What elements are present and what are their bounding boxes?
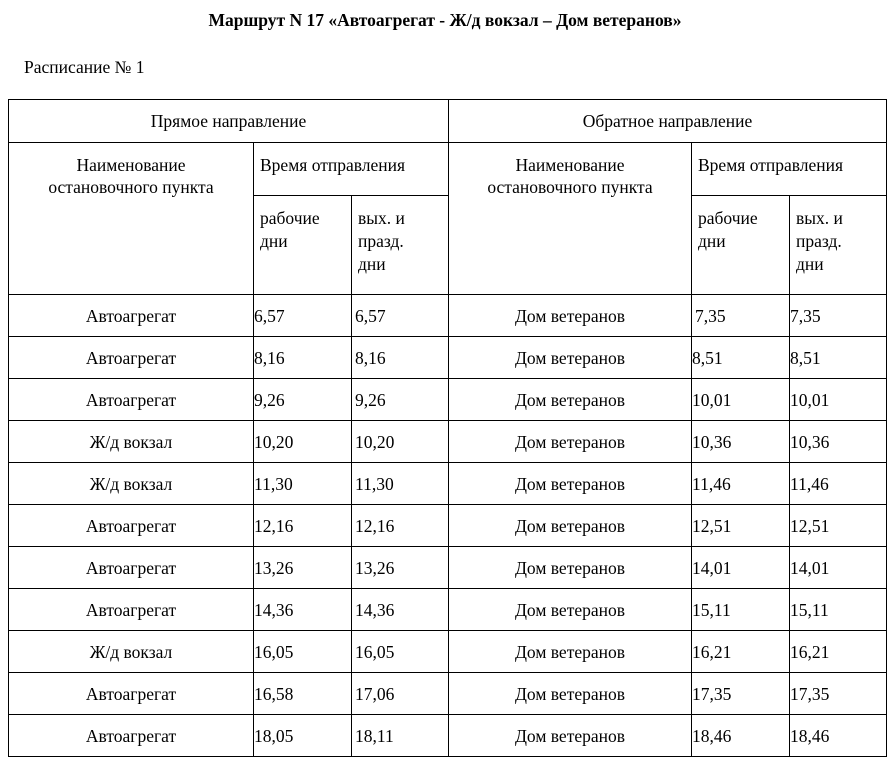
backward-workday-time: 16,21 [692,631,790,673]
stop-name-header-line1: Наименование [76,155,186,175]
forward-workday-time: 16,58 [254,673,352,715]
backward-workday-time: 7,35 [692,295,790,337]
forward-stop-cell: Ж/д вокзал [9,421,254,463]
forward-holiday-time: 9,26 [352,379,449,421]
backward-holiday-time: 10,36 [790,421,887,463]
forward-holiday-time: 6,57 [352,295,449,337]
backward-stop-name-header [449,143,692,295]
backward-stop-cell: Дом ветеранов [449,295,692,337]
forward-holiday-time: 11,30 [352,463,449,505]
table-row [9,715,887,757]
backward-holiday-time: 15,11 [790,589,887,631]
backward-stop-cell: Дом ветеранов [449,547,692,589]
backward-stop-cell: Дом ветеранов [449,673,692,715]
backward-stop-cell: Дом ветеранов [449,631,692,673]
forward-holiday-time: 14,36 [352,589,449,631]
backward-stop-cell: Дом ветеранов [449,379,692,421]
holidays-line2: празд. [796,231,842,251]
stop-name-header-line1: Наименование [515,155,625,175]
forward-stop-cell: Автоагрегат [9,715,254,757]
backward-holiday-time: 16,21 [790,631,887,673]
backward-holidays-header [790,196,887,295]
backward-workday-time: 10,36 [692,421,790,463]
forward-holiday-time: 12,16 [352,505,449,547]
backward-holiday-time: 18,46 [790,715,887,757]
forward-stop-cell: Автоагрегат [9,505,254,547]
forward-stop-name-header [9,143,254,295]
workdays-line1: рабочие [698,208,758,228]
table-row [9,421,887,463]
backward-workday-time: 8,51 [692,337,790,379]
forward-stop-cell: Автоагрегат [9,295,254,337]
forward-stop-cell: Ж/д вокзал [9,463,254,505]
backward-stop-cell: Дом ветеранов [449,589,692,631]
backward-workdays-header [692,196,790,295]
forward-workday-time: 9,26 [254,379,352,421]
table-row [9,463,887,505]
backward-holiday-time: 17,35 [790,673,887,715]
backward-stop-cell: Дом ветеранов [449,463,692,505]
direction-header-row [9,100,887,143]
forward-direction-header: Прямое направление [9,100,449,143]
schedule-table [8,99,887,757]
backward-holiday-time: 14,01 [790,547,887,589]
table-row [9,379,887,421]
table-row [9,505,887,547]
forward-workday-time: 8,16 [254,337,352,379]
column-header-row [9,143,887,196]
backward-stop-cell: Дом ветеранов [449,337,692,379]
forward-holiday-time: 13,26 [352,547,449,589]
backward-stop-cell: Дом ветеранов [449,421,692,463]
table-row [9,673,887,715]
holidays-line1: вых. и [796,208,843,228]
forward-stop-cell: Автоагрегат [9,673,254,715]
workdays-line2: дни [698,231,726,251]
backward-holiday-time: 7,35 [790,295,887,337]
backward-holiday-time: 11,46 [790,463,887,505]
forward-stop-cell: Автоагрегат [9,379,254,421]
workdays-line1: рабочие [260,208,320,228]
forward-workday-time: 12,16 [254,505,352,547]
forward-holiday-time: 8,16 [352,337,449,379]
backward-stop-cell: Дом ветеранов [449,715,692,757]
backward-workday-time: 12,51 [692,505,790,547]
forward-workday-time: 16,05 [254,631,352,673]
backward-workday-time: 18,46 [692,715,790,757]
stop-name-header-line2: остановочного пункта [487,177,653,197]
backward-holiday-time: 12,51 [790,505,887,547]
forward-holiday-time: 10,20 [352,421,449,463]
backward-direction-header: Обратное направление [449,100,887,143]
schedule-number: Расписание № 1 [24,57,145,77]
forward-holiday-time: 16,05 [352,631,449,673]
holidays-line2: празд. [358,231,404,251]
forward-holidays-header [352,196,449,295]
backward-workday-time: 10,01 [692,379,790,421]
forward-stop-cell: Автоагрегат [9,547,254,589]
forward-workday-time: 13,26 [254,547,352,589]
forward-stop-cell: Автоагрегат [9,589,254,631]
backward-workday-time: 11,46 [692,463,790,505]
backward-holiday-time: 10,01 [790,379,887,421]
table-row [9,295,887,337]
holidays-line3: дни [358,254,386,274]
document-title: Маршрут N 17 «Автоагрегат - Ж/д вокзал – Дом ветеранов» [208,10,682,30]
backward-holiday-time: 8,51 [790,337,887,379]
workdays-line2: дни [260,231,288,251]
stop-name-header-line2: остановочного пункта [48,177,214,197]
forward-departure-time-header: Время отправления [254,143,449,196]
forward-workday-time: 11,30 [254,463,352,505]
backward-workday-time: 15,11 [692,589,790,631]
holidays-line3: дни [796,254,824,274]
forward-workday-time: 10,20 [254,421,352,463]
forward-workday-time: 18,05 [254,715,352,757]
forward-holiday-time: 17,06 [352,673,449,715]
backward-workday-time: 17,35 [692,673,790,715]
table-row [9,547,887,589]
backward-workday-time: 14,01 [692,547,790,589]
table-row [9,337,887,379]
forward-workdays-header [254,196,352,295]
forward-stop-cell: Ж/д вокзал [9,631,254,673]
forward-workday-time: 14,36 [254,589,352,631]
table-row [9,631,887,673]
backward-departure-time-header: Время отправления [692,143,887,196]
forward-workday-time: 6,57 [254,295,352,337]
forward-holiday-time: 18,11 [352,715,449,757]
backward-stop-cell: Дом ветеранов [449,505,692,547]
holidays-line1: вых. и [358,208,405,228]
forward-stop-cell: Автоагрегат [9,337,254,379]
table-row [9,589,887,631]
